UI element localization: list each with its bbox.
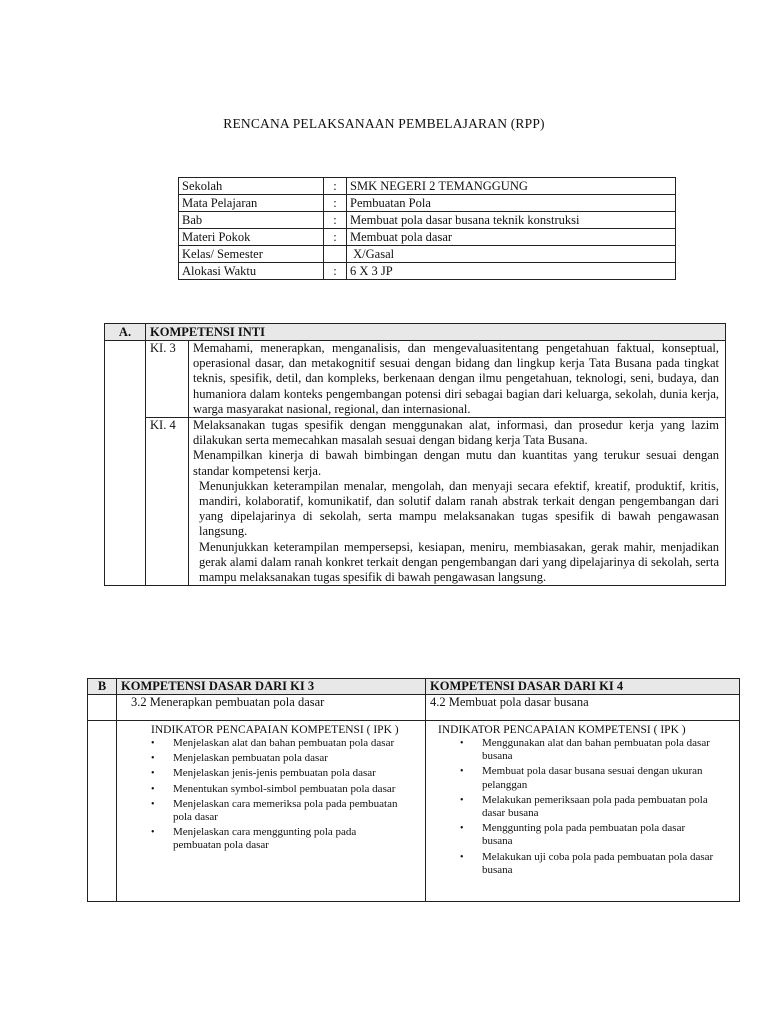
identity-separator: :	[324, 263, 347, 280]
ki-paragraph: Menampilkan kinerja di bawah bimbingan dengan mutu dan kuantitas yang terukur sesuai dengan standar kompetensi kerja.	[193, 448, 719, 478]
bullet-icon: •	[151, 783, 155, 795]
ipk-item-text: Menjelaskan jenis-jenis pembuatan pola dasar	[173, 767, 376, 780]
ipk-item-text: Melakukan pemeriksaan pola pada pembuatan pola dasar busana	[482, 793, 708, 820]
ki-section-label: A.	[105, 324, 146, 341]
kd-statement-ki3-text: 3.2 Menerapkan pembuatan pola dasar	[131, 695, 325, 709]
ipk-item-text: Menentukan symbol-simbol pembuatan pola dasar	[173, 782, 396, 795]
ipk-row	[88, 721, 740, 902]
ki-heading: KOMPETENSI INTI	[146, 324, 726, 341]
bullet-icon: •	[460, 738, 464, 749]
identity-label: Mata Pelajaran	[179, 195, 324, 212]
ki-description	[189, 341, 726, 418]
ipk-item	[121, 737, 421, 750]
identity-value: Membuat pola dasar	[347, 229, 676, 246]
ipk-item-text: Menjelaskan cara menggunting pola pada pembuatan pola dasar	[173, 826, 357, 852]
bullet-icon: •	[151, 768, 155, 780]
kd-spacer-cell	[88, 721, 117, 902]
ipk-item-text: Menjelaskan cara memeriksa pola pada pembuatan pola dasar	[173, 797, 398, 824]
ipk-item	[121, 767, 421, 780]
ipk-item	[121, 798, 421, 824]
identity-row-sekolah	[179, 178, 676, 195]
identity-separator	[324, 246, 347, 263]
identity-value: Membuat pola dasar busana teknik konstruksi	[347, 212, 676, 229]
ki-row-3	[105, 341, 726, 418]
identity-label: Materi Pokok	[179, 229, 324, 246]
ipk-cell-ki4	[426, 721, 740, 902]
identity-row-materi-pokok	[179, 229, 676, 246]
bullet-icon: •	[151, 753, 155, 765]
identity-value: SMK NEGERI 2 TEMANGGUNG	[347, 178, 676, 195]
ki-header-row	[105, 324, 726, 341]
identity-table	[178, 177, 676, 280]
ipk-item	[430, 765, 735, 791]
identity-separator: :	[324, 212, 347, 229]
kd-section-label: B	[88, 679, 117, 695]
ki-paragraph: Menunjukkan keterampilan menalar, mengolah, dan menyaji secara efektif, kreatif, produktif, kritis, mandiri, kolaboratif, komunikatif, dan solutif dalam ranah abstrak terkait dengan pengembangan dari yang dipelajarinya di sekolah, serta mampu melaksanakan tugas spesifik di bawah pengawasan langsung.	[199, 478, 719, 539]
ipk-cell-ki3	[117, 721, 426, 902]
ipk-item-text: Menggunakan alat dan bahan pembuatan pola dasar busana	[482, 737, 710, 763]
kd-statement-row	[88, 695, 740, 721]
ki-code: KI. 3	[146, 341, 189, 418]
ki-paragraph: Menunjukkan keterampilan mempersepsi, kesiapan, meniru, membiasakan, gerak mahir, menjadikan gerak alami dalam ranah konkret terkait dengan pengembangan dari yang dipelajarinya di sekolah, serta mampu melaksanakan tugas spesifik di bawah pengawasan langsung.	[199, 539, 719, 585]
identity-label: Sekolah	[179, 178, 324, 195]
identity-row-alokasi-waktu	[179, 263, 676, 280]
kd-heading-ki4: KOMPETENSI DASAR DARI KI 4	[426, 679, 740, 695]
ipk-item	[121, 826, 421, 852]
ipk-item-text: Menjelaskan pembuatan pola dasar	[173, 752, 328, 765]
bullet-icon: •	[460, 766, 464, 778]
kd-statement-ki4: 4.2 Membuat pola dasar busana	[426, 695, 740, 721]
ipk-item	[121, 783, 421, 796]
kd-spacer-cell	[88, 695, 117, 721]
identity-separator: :	[324, 229, 347, 246]
identity-row-kelas-semester	[179, 246, 676, 263]
ipk-item	[430, 822, 735, 848]
kd-header-row	[88, 679, 740, 695]
identity-label: Bab	[179, 212, 324, 229]
ki-spacer-cell	[105, 341, 146, 586]
ki-paragraph: Melaksanakan tugas spesifik dengan menggunakan alat, informasi, dan prosedur kerja yang lazim dilakukan serta memecahkan masalah sesuai dengan bidang kerja Tata Busana.	[193, 418, 719, 448]
ki-code: KI. 4	[146, 418, 189, 586]
identity-separator: :	[324, 195, 347, 212]
ipk-item	[430, 851, 735, 877]
bullet-icon: •	[460, 823, 464, 835]
identity-separator: :	[324, 178, 347, 195]
identity-label: Alokasi Waktu	[179, 263, 324, 280]
kompetensi-inti-table	[104, 323, 726, 586]
ipk-item-text: Menjelaskan alat dan bahan pembuatan pola dasar	[173, 737, 395, 749]
identity-row-mata-pelajaran	[179, 195, 676, 212]
ipk-title: INDIKATOR PENCAPAIAN KOMPETENSI ( IPK )	[438, 724, 686, 736]
bullet-icon: •	[460, 794, 464, 806]
kd-heading-ki3: KOMPETENSI DASAR DARI KI 3	[117, 679, 426, 695]
ipk-list-ki3	[121, 737, 421, 853]
ipk-item-text: Melakukan uji coba pola pada pembuatan pola dasar busana	[482, 850, 714, 876]
identity-value: X/Gasal	[347, 246, 676, 263]
ipk-title: INDIKATOR PENCAPAIAN KOMPETENSI ( IPK )	[151, 724, 399, 736]
bullet-icon: •	[151, 827, 155, 839]
ipk-list-ki4	[430, 737, 735, 877]
kd-statement-ki3	[117, 695, 426, 721]
identity-label: Kelas/ Semester	[179, 246, 324, 263]
ipk-item	[430, 737, 735, 763]
bullet-icon: •	[151, 798, 155, 810]
identity-row-bab	[179, 212, 676, 229]
ki-description	[189, 418, 726, 586]
ipk-item-text: Menggunting pola pada pembuatan pola dasar busana	[482, 822, 686, 848]
kompetensi-dasar-table	[87, 678, 740, 902]
bullet-icon: •	[151, 738, 155, 749]
identity-value: Pembuatan Pola	[347, 195, 676, 212]
bullet-icon: •	[460, 851, 464, 863]
ki-row-4	[105, 418, 726, 586]
identity-value: 6 X 3 JP	[347, 263, 676, 280]
document-title: RENCANA PELAKSANAAN PEMBELAJARAN (RPP)	[223, 116, 545, 131]
ipk-item	[121, 752, 421, 765]
ki-paragraph: Memahami, menerapkan, menganalisis, dan mengevaluasitentang pengetahuan faktual, konseptual, operasional dasar, dan metakognitif sesuai dengan bidang dan lingkup kerja Tata Busana pada tingkat teknis, spesifik, detil, dan kompleks, berkenaan dengan ilmu pengetahuan, teknologi, seni, budaya, dan humaniora dalam konteks pengembangan potensi diri sebagai bagian dari keluarga, sekolah, dunia kerja, warga masyarakat nasional, regional, dan internasional.	[193, 341, 719, 416]
ipk-item-text: Membuat pola dasar busana sesuai dengan ukuran pelanggan	[482, 765, 703, 791]
ipk-item	[430, 794, 735, 820]
